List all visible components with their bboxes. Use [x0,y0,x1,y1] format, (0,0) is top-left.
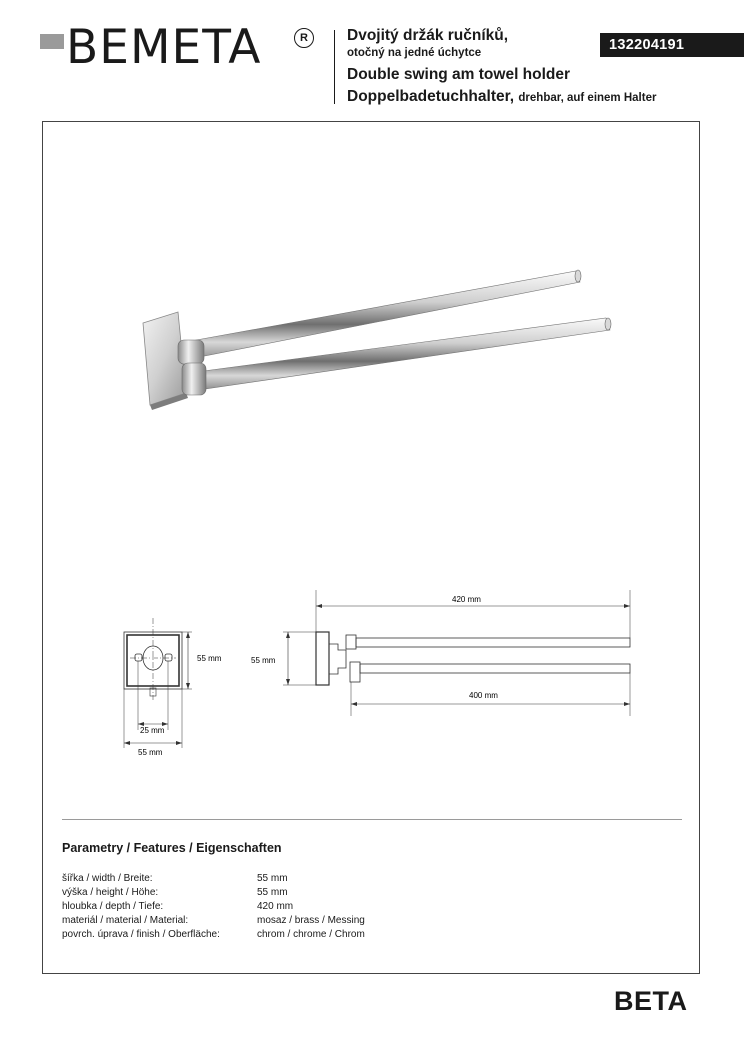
feature-value-width: 55 mm [257,873,288,884]
feature-label-height: výška / height / Höhe: [62,887,159,898]
registered-mark: R [294,28,314,48]
side-view-lower-knuckle [350,662,360,682]
total-depth-label: 420 mm [452,595,481,604]
front-height-label: 55 mm [197,654,222,663]
features-separator [62,819,682,820]
side-view-lower-bar [360,664,630,673]
title-german-sub: drehbar, auf einem Halter [518,92,657,104]
feature-value-height: 55 mm [257,887,288,898]
side-height-label: 55 mm [251,656,276,665]
front-view-screw-right [165,654,172,661]
feature-label-depth: hloubka / depth / Tiefe: [62,901,164,912]
feature-value-material: mosaz / brass / Messing [257,915,365,926]
front-width-label: 55 mm [138,748,163,757]
title-czech: Dvojitý držák ručníků, [347,27,509,44]
bar-length-label: 400 mm [469,691,498,700]
side-view-upper-knuckle [346,635,356,649]
features-title: Parametry / Features / Eigenschaften [62,841,282,855]
hole-spacing-label: 25 mm [140,726,165,735]
front-view-screw-left [135,654,142,661]
product-code-badge: 132204191 [600,33,744,57]
side-view-plate [316,632,329,685]
side-view-hinge-block [329,644,346,674]
title-english: Double swing am towel holder [347,66,571,83]
title-german-main: Doppelbadetuchhalter, [347,88,515,105]
series-name: BETA [614,986,688,1016]
feature-value-depth: 420 mm [257,901,294,912]
feature-value-finish: chrom / chrome / Chrom [257,929,365,940]
side-view-upper-bar [356,638,630,647]
feature-label-width: šířka / width / Breite: [62,873,153,884]
feature-label-finish: povrch. úprava / finish / Oberfläche: [62,929,220,940]
feature-label-material: materiál / material / Material: [62,915,189,926]
brand-logo: BEMETA [66,20,262,75]
subtitle-czech: otočný na jedné úchytce [347,47,482,59]
